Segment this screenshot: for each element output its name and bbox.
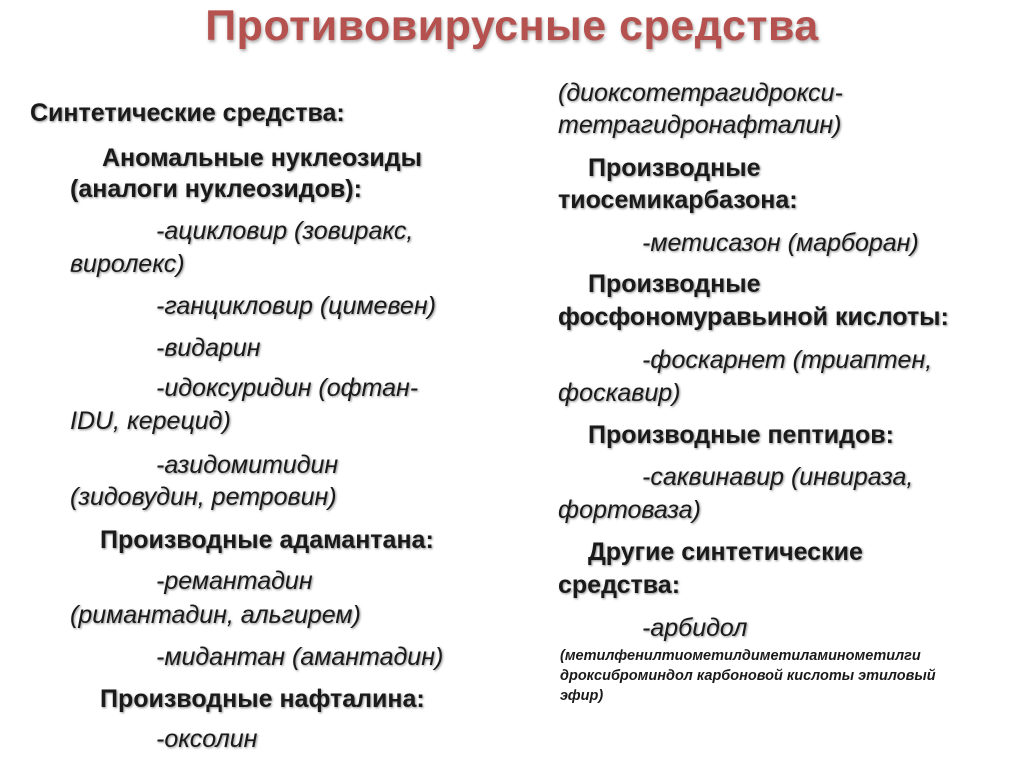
anomalous-nucleosides-heading-1: Аномальные нуклеозиды [102, 144, 422, 172]
adamantane-heading: Производные адамантана: [100, 526, 434, 554]
naphthalene-heading: Производные нафталина: [100, 685, 425, 713]
acyclovir-line-2: виролекс) [70, 250, 185, 278]
arbidol-chem-line-3: эфир) [560, 688, 604, 704]
arbidol: -арбидол [642, 614, 748, 642]
foscarnet-line-2: фоскавир) [558, 379, 681, 407]
idoxuridine-line-2: IDU, керецид) [70, 407, 231, 435]
ganciclovir: -ганцикловир (цимевен) [156, 292, 436, 320]
arbidol-chem-line-1: (метилфенилтиометилдиметиламинометилги [560, 648, 921, 664]
acyclovir-line-1: -ацикловир (зовиракс, [156, 217, 414, 245]
slide-title: Противовирусные средства [205, 2, 819, 50]
remantadine-line-1: -ремантадин [156, 567, 313, 595]
azidothymidine-line-2: (зидовудин, ретровин) [70, 483, 337, 511]
peptide-heading: Производные пептидов: [588, 421, 895, 449]
arbidol-chem-line-2: дроксиброминдол карбоновой кислоты этиловый [560, 668, 936, 684]
synthetic-heading: Синтетические средства: [30, 99, 345, 127]
remantadine-line-2: (римантадин, альгирем) [70, 601, 361, 629]
anomalous-nucleosides-heading-2: (аналоги нуклеозидов): [70, 175, 362, 203]
metisazone: -метисазон (марборан) [642, 229, 919, 257]
midantan: -мидантан (амантадин) [156, 643, 444, 671]
phosphonoformic-heading-1: Производные [588, 270, 761, 298]
other-heading-1: Другие синтетические [588, 538, 863, 566]
oxolin: -оксолин [156, 725, 258, 753]
azidothymidine-line-1: -азидомитидин [156, 451, 339, 479]
thiosemicarbazone-heading-1: Производные [588, 154, 761, 182]
foscarnet-line-1: -фоскарнет (триаптен, [642, 346, 933, 374]
idoxuridine-line-1: -идоксуридин (офтан- [156, 374, 419, 402]
saquinavir-line-1: -саквинавир (инвираза, [642, 463, 914, 491]
naphthalene-cont-line-2: тетрагидронафталин) [558, 111, 842, 139]
vidarabine: -видарин [156, 334, 261, 362]
saquinavir-line-2: фортоваза) [558, 496, 701, 524]
phosphonoformic-heading-2: фосфономуравьиной кислоты: [558, 303, 949, 331]
naphthalene-cont-line-1: (диоксотетрагидрокси- [558, 79, 843, 107]
other-heading-2: средства: [558, 571, 681, 599]
thiosemicarbazone-heading-2: тиосемикарбазона: [558, 186, 798, 214]
